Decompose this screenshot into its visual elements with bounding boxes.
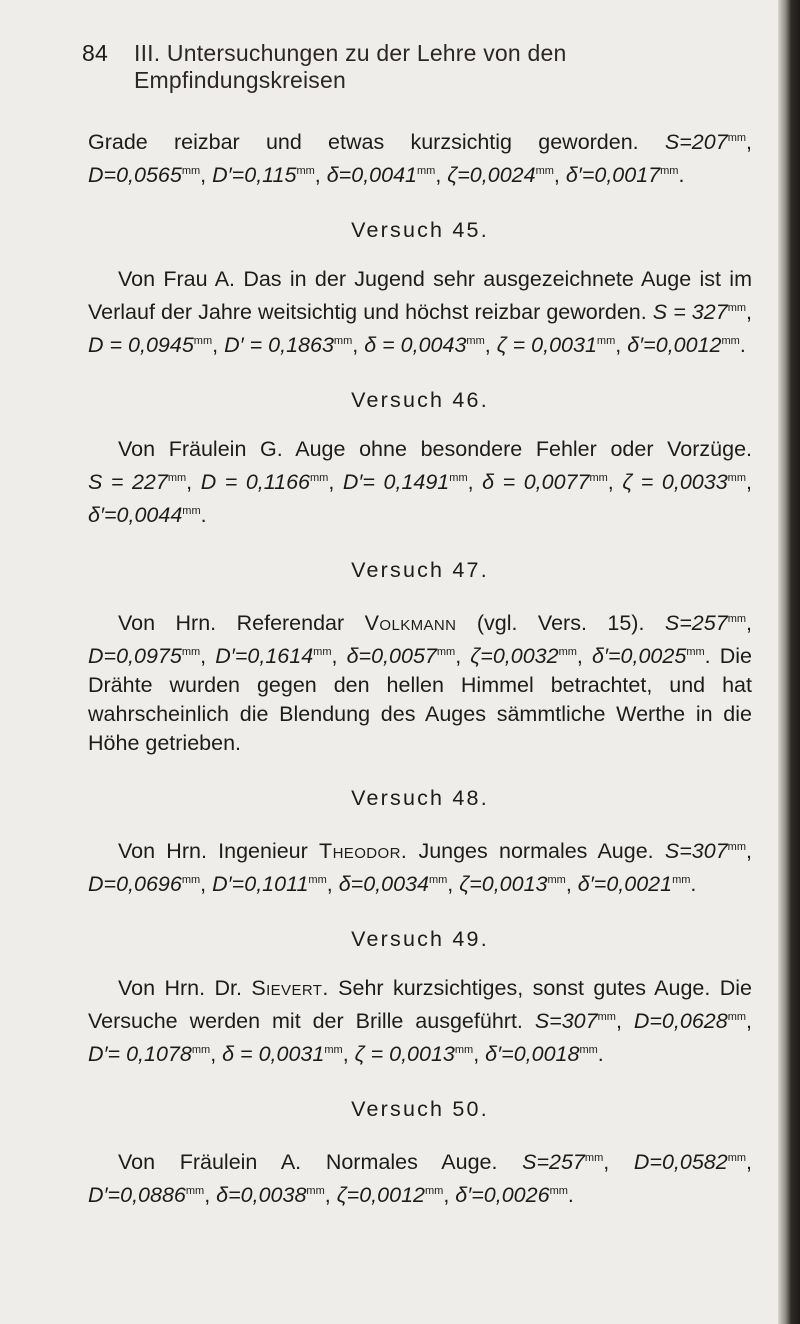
measurement: $D'= 0,1078^{mm}$ bbox=[88, 1042, 211, 1066]
measurement: $\delta=0,0057^{mm}$ bbox=[346, 644, 456, 668]
section-heading: Versuch 48. bbox=[351, 786, 489, 810]
measurement: $\zeta=0,0013^{mm}$ bbox=[459, 872, 566, 896]
measurement: $\delta'=0,0018^{mm}$ bbox=[485, 1042, 598, 1066]
book-page bbox=[82, 40, 753, 1210]
measurement: $\delta'=0,0021^{mm}$ bbox=[577, 872, 691, 896]
section-lead: Von Hrn. Referendar bbox=[118, 611, 345, 635]
section-paragraph: Von Hrn. Dr. Sievert. Sehr kurzsichtiges, sonst gutes Auge. Die Versuche werden mit der Brille ausgeführt. $S=307^{mm}$, $D=0,0628^{mm}$, $D'= 0,1078^{mm}$, $\delta = 0,0031^{mm}$, $\zeta = 0,0013^{mm}$, $\delta'=0,0018^{mm}$. bbox=[88, 976, 752, 1066]
measurement: $D=0,0565^{mm}$ bbox=[88, 163, 201, 187]
page-body bbox=[88, 124, 752, 1210]
measurement: $D=0,0696^{mm}$ bbox=[88, 872, 201, 896]
measurement: $\zeta = 0,0033^{mm}$ bbox=[622, 470, 746, 494]
measurement: $\zeta = 0,0031^{mm}$ bbox=[496, 333, 616, 357]
measurement: $\delta=0,0038^{mm}$ bbox=[216, 1183, 325, 1207]
running-head bbox=[82, 40, 752, 94]
measurement: $D = 0,1166^{mm}$ bbox=[200, 470, 329, 494]
measurement: $\delta'=0,0017^{mm}$ bbox=[565, 163, 679, 187]
page-edge-shadow bbox=[778, 0, 800, 1324]
section-lead: Von Fräulein G. bbox=[118, 437, 283, 461]
section-heading: Versuch 45. bbox=[351, 218, 489, 242]
measurement: $S=257^{mm}$ bbox=[522, 1150, 604, 1174]
measurement: $S=307^{mm}$ bbox=[664, 839, 746, 863]
measurement: $D = 0,0945^{mm}$ bbox=[88, 333, 213, 357]
section-remark: Die Drähte wurden gegen den hellen Himmel betrachtet, und hat wahrscheinlich die Blendung des Auges sämmtliche Werthe in die Höhe getrieben. bbox=[88, 644, 753, 755]
measurement: $\zeta=0,0024^{mm}$ bbox=[447, 163, 554, 187]
measurement: $\delta'=0,0044^{mm}$ bbox=[88, 503, 201, 527]
measurement: $\delta'=0,0026^{mm}$ bbox=[455, 1183, 568, 1207]
measurement: $D'=0,1011^{mm}$ bbox=[212, 872, 327, 896]
page-number: 84 bbox=[82, 40, 108, 66]
measurement: $D'=0,1614^{mm}$ bbox=[215, 644, 332, 668]
measurement: $S = 327^{mm}$ bbox=[652, 300, 747, 324]
section-paragraph: Von Fräulein A. Normales Auge. $S=257^{mm}$, $D=0,0582^{mm}$, $D'=0,0886^{mm}$, $\delta=0,0038^{mm}$, $\zeta=0,0012^{mm}$, $\delta'=0,0026^{mm}$. bbox=[88, 1150, 753, 1207]
measurement: $S = 227^{mm}$ bbox=[88, 470, 187, 494]
measurement: $\delta=0,0034^{mm}$ bbox=[338, 872, 448, 896]
person-name: Volkmann bbox=[364, 611, 457, 635]
measurement: $D=0,0582^{mm}$ bbox=[633, 1150, 747, 1174]
section-text: Das in der Jugend sehr ausgezeichnete Auge ist im Verlauf der Jahre weitsichtig und höchst reizbar geworden. bbox=[88, 267, 752, 324]
section-text: (vgl. Vers. 15). bbox=[476, 611, 645, 635]
measurement: $D'= 0,1491^{mm}$ bbox=[342, 470, 468, 494]
section-heading: Versuch 49. bbox=[351, 927, 489, 951]
measurement: $\delta = 0,0031^{mm}$ bbox=[222, 1042, 343, 1066]
measurement: $S=207^{mm}$ bbox=[664, 130, 747, 154]
measurement: $D=0,0975^{mm}$ bbox=[88, 644, 201, 668]
section-text: Sehr kurzsichtiges, sonst gutes Auge. Die Versuche werden mit der Brille ausgeführt. bbox=[88, 976, 752, 1033]
measurement: $\delta = 0,0077^{mm}$ bbox=[482, 470, 608, 494]
measurement: $\delta'=0,0012^{mm}$ bbox=[627, 333, 740, 357]
measurement: $D'=0,115^{mm}$ bbox=[212, 163, 315, 187]
measurement: $\delta'=0,0025^{mm}$ bbox=[592, 644, 705, 668]
section-paragraph: Von Fräulein G. Auge ohne besondere Fehler oder Vorzüge. $S = 227^{mm}$, $D = 0,1166^{mm}$, $D'= 0,1491^{mm}$, $\delta = 0,0077^{mm}$, $\zeta = 0,0033^{mm}$, $\delta'=0,0044^{mm}$. bbox=[88, 437, 753, 527]
section-lead: Von Frau A. bbox=[118, 267, 236, 291]
measurement: $D=0,0628^{mm}$ bbox=[633, 1009, 747, 1033]
person-name: Theodor. bbox=[319, 839, 408, 863]
measurement: $S=307^{mm}$ bbox=[534, 1009, 616, 1033]
person-name: Sievert. bbox=[251, 976, 329, 1000]
measurement: $\zeta = 0,0013^{mm}$ bbox=[354, 1042, 474, 1066]
section-lead: Von Fräulein A. bbox=[118, 1150, 302, 1174]
intro-paragraph: Grade reizbar und etwas kurzsichtig geworden. $S=207^{mm}$, $D=0,0565^{mm}$, $D'=0,115^{mm}$, $\delta=0,0041^{mm}$, $\zeta=0,0024^{mm}$, $\delta'=0,0017^{mm}$. bbox=[88, 130, 752, 187]
measurement: $S=257^{mm}$ bbox=[664, 611, 747, 635]
measurement: $D'=0,0886^{mm}$ bbox=[88, 1183, 205, 1207]
section-heading: Versuch 47. bbox=[351, 558, 489, 582]
section-text: Normales Auge. bbox=[325, 1150, 498, 1174]
section-lead: Von Hrn. Ingenieur bbox=[118, 839, 308, 863]
chapter-title: III. Untersuchungen zu der Lehre von den Empfindungskreisen bbox=[133, 40, 567, 93]
measurement: $D' = 0,1863^{mm}$ bbox=[224, 333, 353, 357]
measurement: $\delta=0,0041^{mm}$ bbox=[326, 163, 436, 187]
section-heading: Versuch 50. bbox=[351, 1097, 489, 1121]
section-paragraph: Von Hrn. Referendar Volkmann (vgl. Vers. 15). $S=257^{mm}$, $D=0,0975^{mm}$, $D'=0,1614^{mm}$, $\delta=0,0057^{mm}$, $\zeta=0,0032^{mm}$, $\delta'=0,0025^{mm}$. Die Drähte wurden gegen den hellen Himmel betrachtet, und hat wahrscheinlich die Blendung des Auges sämmtliche Werthe in die Höhe getrieben. bbox=[88, 611, 753, 755]
intro-text: Grade reizbar und etwas kurzsichtig geworden. bbox=[88, 130, 639, 154]
section-text: Junges normales Auge. bbox=[418, 839, 654, 863]
section-heading: Versuch 46. bbox=[351, 388, 489, 412]
section-text: Auge ohne besondere Fehler oder Vorzüge. bbox=[295, 437, 753, 461]
measurement: $\zeta=0,0032^{mm}$ bbox=[470, 644, 577, 668]
measurement: $\zeta=0,0012^{mm}$ bbox=[336, 1183, 444, 1207]
section-paragraph: Von Hrn. Ingenieur Theodor. Junges normales Auge. $S=307^{mm}$, $D=0,0696^{mm}$, $D'=0,1011^{mm}$, $\delta=0,0034^{mm}$, $\zeta=0,0013^{mm}$, $\delta'=0,0021^{mm}$. bbox=[88, 839, 752, 896]
section-lead: Von Hrn. Dr. bbox=[118, 976, 242, 1000]
measurement: $\delta = 0,0043^{mm}$ bbox=[364, 333, 485, 357]
section-paragraph: Von Frau A. Das in der Jugend sehr ausgezeichnete Auge ist im Verlauf der Jahre weitsichtig und höchst reizbar geworden. $S = 327^{mm}$, $D = 0,0945^{mm}$, $D' = 0,1863^{mm}$, $\delta = 0,0043^{mm}$, $\zeta = 0,0031^{mm}$, $\delta'=0,0012^{mm}$. bbox=[88, 267, 752, 357]
